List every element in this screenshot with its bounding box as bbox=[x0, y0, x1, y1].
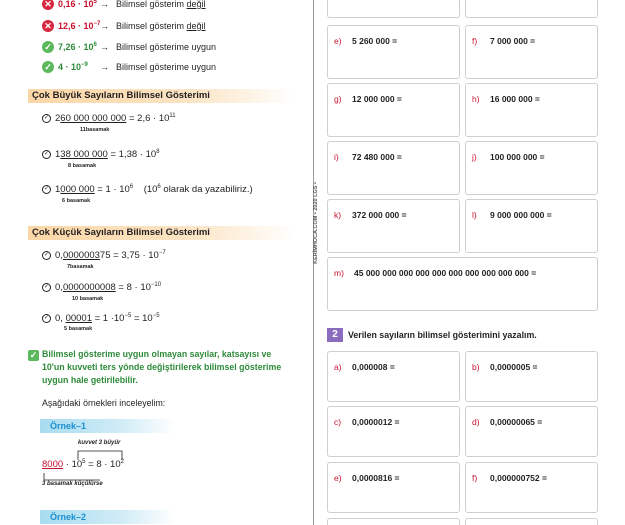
answer-box-2c[interactable]: c) 0,0000012 = bbox=[327, 406, 460, 457]
answer-box-l[interactable]: l) 9 000 000 000 = bbox=[465, 199, 598, 253]
answer-box-2b[interactable]: b) 0,0000005 = bbox=[465, 351, 598, 402]
cross-icon: ✕ bbox=[42, 20, 54, 32]
answer-box-e[interactable]: e) 5 260 000 = bbox=[327, 25, 460, 79]
answer-box-i[interactable]: i) 72 480 000 = bbox=[327, 141, 460, 195]
answer-box-2e[interactable]: e) 0,0000816 = bbox=[327, 462, 460, 513]
check-icon: ✓ bbox=[42, 61, 54, 73]
answer-box-2f[interactable]: f) 0,000000752 = bbox=[465, 462, 598, 513]
question-2-title: Verilen sayıların bilimsel gösterimini yazalım. bbox=[348, 330, 537, 340]
question-2-badge: 2 bbox=[327, 328, 343, 342]
answer-box-g[interactable]: g) 12 000 000 = bbox=[327, 83, 460, 137]
cross-icon: ✕ bbox=[42, 0, 54, 10]
check-circle-icon: ✓ bbox=[43, 252, 50, 258]
check-circle-icon: ✓ bbox=[43, 284, 50, 290]
check-icon: ✓ bbox=[29, 350, 38, 360]
check-circle-icon: ✓ bbox=[43, 186, 50, 192]
check-circle-icon: ✓ bbox=[43, 315, 50, 321]
answer-box-2a[interactable]: a) 0,000008 = bbox=[327, 351, 460, 402]
answer-box-h[interactable]: h) 16 000 000 = bbox=[465, 83, 598, 137]
side-watermark: KERİMHOCA.COM • 2020 LGS • bbox=[313, 182, 319, 264]
check-circle-icon: ✓ bbox=[43, 151, 50, 157]
check-circle-icon: ✓ bbox=[43, 115, 50, 121]
answer-box-m[interactable]: m) 45 000 000 000 000 000 000 000 000 000 000 = bbox=[327, 257, 598, 311]
example-1-heading: Örnek–1 bbox=[40, 419, 175, 433]
section-heading-small: Çok Küçük Sayıların Bilimsel Gösterimi bbox=[28, 226, 296, 240]
answer-box-k[interactable]: k) 372 000 000 = bbox=[327, 199, 460, 253]
answer-box-bottom-right[interactable] bbox=[465, 518, 598, 525]
value: 0,16 bbox=[58, 0, 76, 9]
check-icon: ✓ bbox=[42, 41, 54, 53]
answer-box-2d[interactable]: d) 0,00000065 = bbox=[465, 406, 598, 457]
answer-box-top-left[interactable] bbox=[327, 0, 460, 18]
answer-box-bottom-left[interactable] bbox=[327, 518, 460, 525]
section-heading-big: Çok Büyük Sayıların Bilimsel Gösterimi bbox=[28, 89, 296, 103]
examples-intro: Aşağıdaki örnekleri inceleyelim: bbox=[42, 398, 166, 408]
answer-box-f[interactable]: f) 7 000 000 = bbox=[465, 25, 598, 79]
rule-paragraph: Bilimsel gösterime uygun olmayan sayılar, katsayısı ve 10'un kuvveti ters yönde değiştirilerek bilimsel gösterime uygun hale getirilebilir. bbox=[42, 349, 282, 385]
answer-box-top-right[interactable] bbox=[465, 0, 598, 18]
example-2-heading: Örnek–2 bbox=[40, 510, 175, 524]
answer-box-j[interactable]: j) 100 000 000 = bbox=[465, 141, 598, 195]
